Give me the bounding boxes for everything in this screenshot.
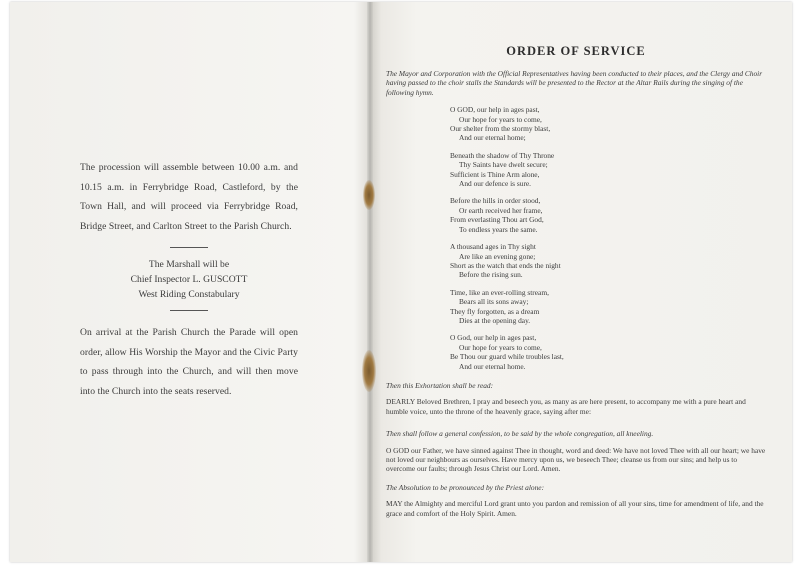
staple-rust-mark bbox=[362, 350, 376, 392]
exhortation-text: DEARLY Beloved Brethren, I pray and beseech you, as many as are here present, to accompany me with a pure heart and humble voice, unto the throne of the heavenly grace, saying after me: bbox=[386, 397, 746, 416]
hymn-line: And our eternal home; bbox=[459, 133, 526, 143]
hymn bbox=[450, 105, 766, 371]
hymn-line: And our eternal home. bbox=[459, 361, 526, 371]
procession-paragraph: The procession will assemble between 10.00 a.m. and 10.15 a.m. in Ferrybridge Road, Castleford, by the Town Hall, and will proceed via Ferrybridge Road, Bridge Street, and Carlton Street to the Parish Church. bbox=[80, 162, 298, 232]
marshall-affiliation: West Riding Constabulary bbox=[138, 289, 240, 300]
absolution-rubric: The Absolution to be pronounced by the Priest alone: bbox=[386, 482, 545, 492]
hymn-line: Time, like an ever-rolling stream, bbox=[450, 287, 549, 297]
hymn-line: Before the rising sun. bbox=[459, 270, 523, 280]
hymn-line: To endless years the same. bbox=[459, 224, 538, 234]
right-page bbox=[386, 44, 766, 518]
hymn-verse bbox=[450, 288, 766, 326]
absolution-text: MAY the Almighty and merciful Lord grant unto you pardon and remission of all your sins, time for amendment of life, and the grace and comfort of the Holy Spirit. Amen. bbox=[386, 499, 764, 518]
hymn-line: Our hope for years to come, bbox=[459, 114, 542, 124]
hymn-verse bbox=[450, 151, 766, 189]
divider bbox=[170, 247, 208, 248]
confession-text: O GOD our Father, we have sinned against Thee in thought, word and deed: We have not loved Thee with all our heart; we have not loved our neighbours as ourselves. Have mercy upon us, we beseech Thee; cleanse us from our sins; and help us to overcome our faults; through Jesus Christ our Lord. Amen. bbox=[386, 445, 766, 474]
hymn-line: Beneath the shadow of Thy Throne bbox=[450, 150, 555, 160]
staple-rust-mark bbox=[363, 180, 375, 210]
hymn-line: A thousand ages in Thy sight bbox=[450, 242, 536, 252]
hymn-line: Before the hills in order stood, bbox=[450, 196, 541, 206]
hymn-line: Thy Saints have dwelt secure; bbox=[459, 160, 548, 170]
hymn-verse bbox=[450, 105, 766, 143]
hymn-line: Dies at the opening day. bbox=[459, 315, 531, 325]
hymn-line: Sufficient is Thine Arm alone, bbox=[450, 169, 540, 179]
exhortation-rubric: Then this Exhortation shall be read: bbox=[386, 380, 494, 390]
page-title: ORDER OF SERVICE bbox=[506, 44, 646, 58]
hymn-line: Or earth received her frame, bbox=[459, 205, 543, 215]
center-fold bbox=[367, 2, 373, 562]
hymn-line: From everlasting Thou art God, bbox=[450, 215, 544, 225]
arrival-paragraph: On arrival at the Parish Church the Parade will open order, allow His Worship the Mayor and the Civic Party to pass through into the Church, and will then move into the Church into the seats reserved. bbox=[80, 327, 298, 397]
hymn-line: Bears all its sons away; bbox=[459, 297, 529, 307]
hymn-line: O God, our help in ages past, bbox=[450, 333, 537, 343]
intro-rubric: The Mayor and Corporation with the Official Representatives having been conducted to their places, and the Clergy and Choir having passed to the choir stalls the Standards will be presented to the Rector at the Altar Rails during the singing of the following hymn. bbox=[386, 69, 763, 97]
hymn-line: Our shelter from the stormy blast, bbox=[450, 124, 551, 134]
hymn-line: And our defence is sure. bbox=[459, 179, 532, 189]
marshall-block bbox=[80, 257, 298, 302]
marshall-line: The Marshall will be bbox=[148, 259, 230, 270]
hymn-line: Our hope for years to come, bbox=[459, 342, 542, 352]
hymn-line: O GOD, our help in ages past, bbox=[450, 105, 540, 115]
divider bbox=[170, 310, 208, 311]
hymn-line: Are like an evening gone; bbox=[459, 251, 536, 261]
hymn-verse bbox=[450, 242, 766, 280]
hymn-line: Be Thou our guard while troubles last, bbox=[450, 352, 564, 362]
hymn-verse bbox=[450, 333, 766, 371]
marshall-name: Chief Inspector L. GUSCOTT bbox=[130, 274, 248, 285]
hymn-verse bbox=[450, 196, 766, 234]
left-page bbox=[80, 158, 298, 401]
hymn-line: They fly forgotten, as a dream bbox=[450, 306, 540, 316]
confession-rubric: Then shall follow a general confession, to be said by the whole congregation, all kneeling. bbox=[386, 429, 654, 439]
hymn-line: Short as the watch that ends the night bbox=[450, 260, 561, 270]
